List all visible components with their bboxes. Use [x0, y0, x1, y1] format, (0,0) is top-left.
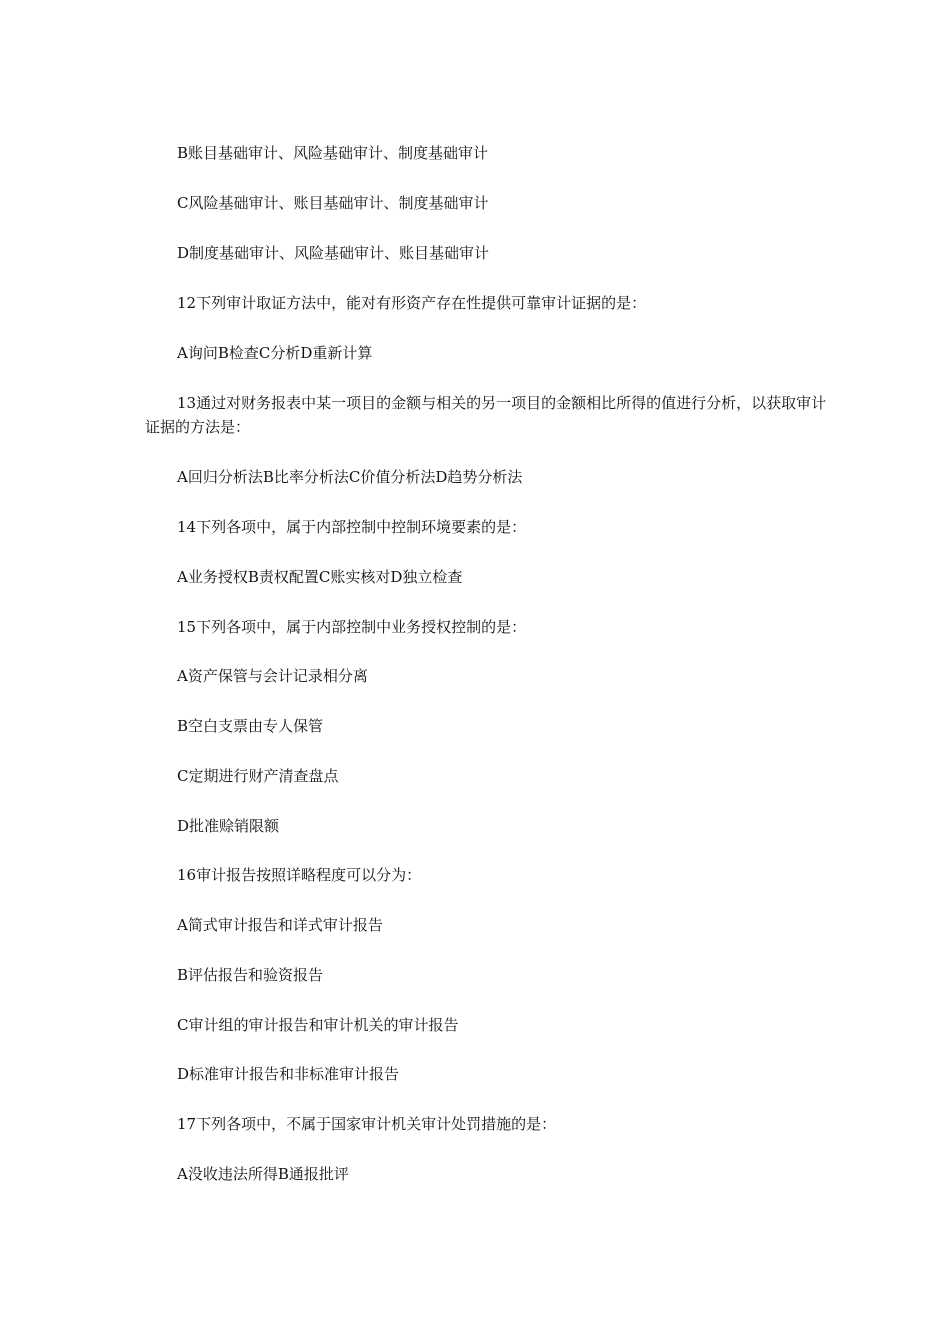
option-line: D批准赊销限额	[177, 817, 280, 835]
option-line: D制度基础审计、风险基础审计、账目基础审计	[177, 244, 490, 262]
option-line: C定期进行财产清查盘点	[177, 767, 339, 785]
option-line: A资产保管与会计记录相分离	[177, 667, 368, 685]
question-16: 16审计报告按照详略程度可以分为：	[177, 866, 422, 884]
option-line: C审计组的审计报告和审计机关的审计报告	[177, 1016, 459, 1034]
question-13: 13通过对财务报表中某一项目的金额与相关的另一项目的金额相比所得的值进行分析，以获取审计证据的方法是：	[145, 394, 827, 436]
option-line: A业务授权B责权配置C账实核对D独立检查	[177, 568, 463, 586]
question-17: 17下列各项中，不属于国家审计机关审计处罚措施的是：	[177, 1115, 557, 1133]
question-12: 12下列审计取证方法中，能对有形资产存在性提供可靠审计证据的是：	[177, 294, 647, 312]
option-line: C风险基础审计、账目基础审计、制度基础审计	[177, 194, 489, 212]
option-line: A简式审计报告和详式审计报告	[177, 916, 383, 934]
option-line: B评估报告和验资报告	[177, 966, 324, 984]
question-14: 14下列各项中，属于内部控制中控制环境要素的是：	[177, 518, 527, 536]
option-line: A没收违法所得B通报批评	[177, 1165, 349, 1183]
option-line: B空白支票由专人保管	[177, 717, 324, 735]
option-line: A回归分析法B比率分析法C价值分析法D趋势分析法	[177, 468, 523, 486]
option-line: A询问B检查C分析D重新计算	[177, 344, 373, 362]
option-line: D标准审计报告和非标准审计报告	[177, 1065, 400, 1083]
option-line: B账目基础审计、风险基础审计、制度基础审计	[177, 144, 489, 162]
question-15: 15下列各项中，属于内部控制中业务授权控制的是：	[177, 618, 527, 636]
